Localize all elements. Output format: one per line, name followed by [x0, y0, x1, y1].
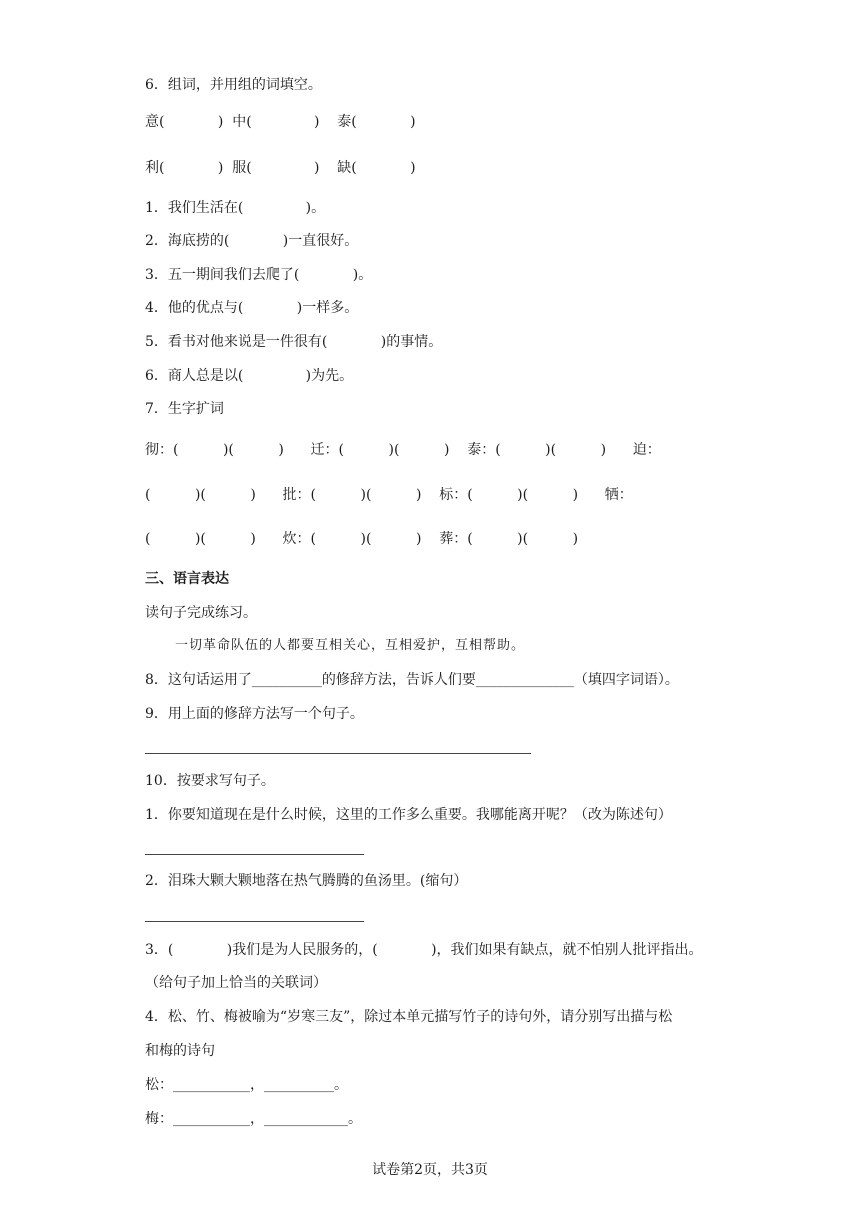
pine-poem-line: 松：___________，__________。	[145, 1077, 348, 1093]
q6-fill-item-1: 1．我们生活在( )。	[145, 200, 326, 216]
q10-title: 10．按要求写句子。	[145, 773, 275, 789]
plum-poem-line: 梅：___________，____________。	[145, 1111, 362, 1127]
section-heading: 三、语言表达	[145, 571, 229, 587]
q6-word-row-2: 利( ) 服( ) 缺( )	[145, 160, 416, 176]
q10-answer-line-2[interactable]	[145, 921, 364, 922]
q6-fill-item-5: 5．看书对他来说是一件很有( )的事情。	[145, 334, 443, 350]
q10-sentence-4-cont: 和梅的诗句	[145, 1043, 215, 1059]
q6-word-row-1: 意( ) 中( ) 泰( )	[145, 114, 416, 130]
q10-answer-line-1[interactable]	[145, 854, 364, 855]
q10-sentence-1: 1．你要知道现在是什么时候，这里的工作多么重要。我哪能离开呢？（改为陈述句）	[145, 807, 672, 823]
q8-text: 8．这句话运用了__________的修辞方法，告诉人们要______________（填四字词语）。	[145, 672, 679, 688]
q9-text: 9．用上面的修辞方法写一个句子。	[145, 706, 364, 722]
q10-sentence-3: 3．( )我们是为人民服务的，( )，我们如果有缺点，就不怕别人批评指出。	[145, 942, 703, 958]
q7-title: 7．生字扩词	[145, 401, 224, 417]
q6-fill-item-2: 2．海底捞的( )一直很好。	[145, 233, 359, 249]
q9-answer-line[interactable]	[145, 753, 531, 754]
q10-sentence-3-note: （给句子加上恰当的关联词）	[145, 975, 327, 991]
q6-fill-item-6: 6．商人总是以( )为先。	[145, 368, 354, 384]
q7-row-2: ( )( ) 批：( )( ) 标：( )( ) 牺：	[145, 487, 633, 503]
reading-intro: 读句子完成练习。	[145, 605, 257, 621]
page-footer: 试卷第2页，共3页	[372, 1162, 488, 1178]
q10-sentence-2: 2．泪珠大颗大颗地落在热气腾腾的鱼汤里。(缩句）	[145, 873, 468, 889]
q6-fill-item-4: 4．他的优点与( )一样多。	[145, 300, 359, 316]
q6-title: 6．组词，并用组的词填空。	[145, 77, 322, 93]
q7-row-1: 彻：( )( ) 迁：( )( ) 泰：( )( ) 迫：	[145, 442, 661, 458]
q6-fill-item-3: 3．五一期间我们去爬了( )。	[145, 267, 373, 283]
q10-sentence-4: 4．松、竹、梅被喻为“岁寒三友”，除过本单元描写竹子的诗句外，请分别写出描与松	[145, 1009, 673, 1025]
q7-row-3: ( )( ) 炊：( )( ) 葬：( )( )	[145, 531, 579, 547]
quoted-sentence: 一切革命队伍的人都要互相关心，互相爱护，互相帮助。	[175, 638, 526, 653]
